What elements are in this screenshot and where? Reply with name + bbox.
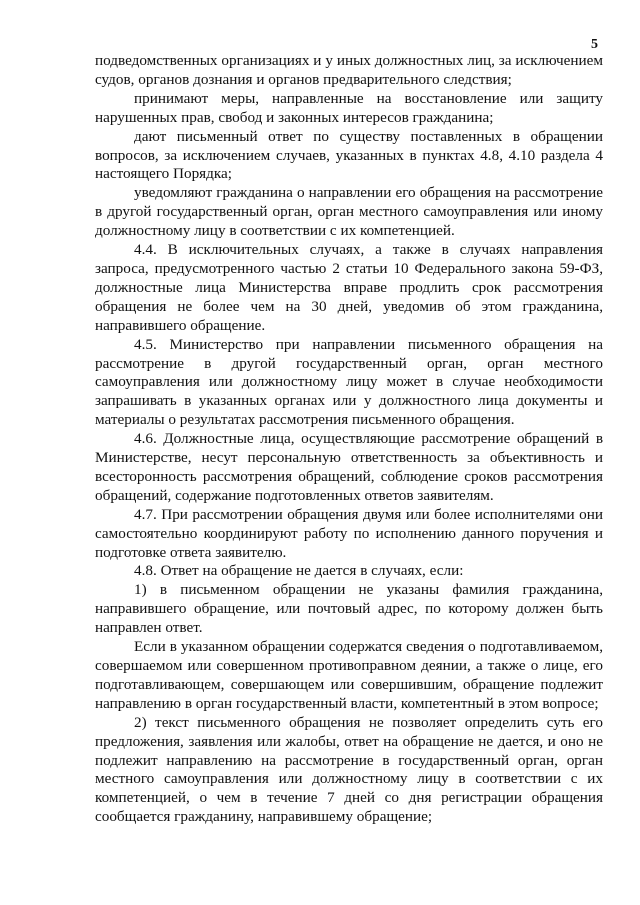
paragraph-measures: принимают меры, направленные на восстановление или защиту нарушенных прав, свобод и законных интересов гражданина; bbox=[95, 89, 603, 126]
paragraph-4-4: 4.4. В исключительных случаях, а также в случаях направления запроса, предусмотренного частью 2 статьи 10 Федерального закона 59-ФЗ, должностные лица Министерства вправе продлить срок рассмотрения обращения не более чем на 30 дней, уведомив об этом гражданина, направившего обращение. bbox=[95, 241, 603, 334]
paragraph-4-8-item-2: 2) текст письменного обращения не позволяет определить суть его предложения, заявления или жалобы, ответ на обращение не дается, и оно не подлежит направлению на рассмотрение в государственный орган, орган местного самоуправления или должностному лицу в соответствии с их компетенцией, о чем в течение 7 дней со дня регистрации обращения сообщается гражданину, направившему обращение; bbox=[95, 713, 603, 826]
paragraph-4-6: 4.6. Должностные лица, осуществляющие рассмотрение обращений в Министерстве, несут персональную ответственность за объективность и всесторонность рассмотрения обращений, соблюдение сроков рассмотрения обращений, содержание подготовленных ответов заявителям. bbox=[95, 430, 603, 504]
paragraph-4-5: 4.5. Министерство при направлении письменного обращения на рассмотрение в другой государственный орган, орган местного самоуправления или должностному лицу может в случае необходимости запрашивать в указанных органах или у должностного лица документы и материалы о результатах рассмотрения письменного обращения. bbox=[95, 335, 603, 429]
document-body bbox=[95, 52, 603, 827]
paragraph-4-8-item-1-note: Если в указанном обращении содержатся сведения о подготавливаемом, совершаемом или совершенном противоправном деянии, а также о лице, его подготавливающем, совершающем или совершившим, обращение подлежит направлению в орган государственный власти, компетентный в этом вопросе; bbox=[95, 638, 603, 712]
paragraph-4-8: 4.8. Ответ на обращение не дается в случаях, если: bbox=[134, 562, 464, 580]
paragraph-4-8-item-1: 1) в письменном обращении не указаны фамилия гражданина, направившего обращение, или почтовый адрес, по которому должен быть направлен ответ. bbox=[95, 581, 603, 637]
paragraph-notify: уведомляют гражданина о направлении его обращения на рассмотрение в другой государственный орган, орган местного самоуправления или иному должностному лицу в соответствии с их компетенцией. bbox=[95, 184, 603, 240]
page-number: 5 bbox=[591, 37, 598, 52]
paragraph-written-answer: дают письменный ответ по существу поставленных в обращении вопросов, за исключением случаев, указанных в пунктах 4.8, 4.10 раздела 4 настоящего Порядка; bbox=[95, 127, 603, 183]
paragraph-4-7: 4.7. При рассмотрении обращения двумя или более исполнителями они самостоятельно координируют работу по исполнению данного поручения и подготовке ответа заявителю. bbox=[95, 505, 603, 561]
paragraph-continuation: подведомственных организациях и у иных должностных лиц, за исключением судов, органов дознания и органов предварительного следствия; bbox=[95, 52, 603, 88]
